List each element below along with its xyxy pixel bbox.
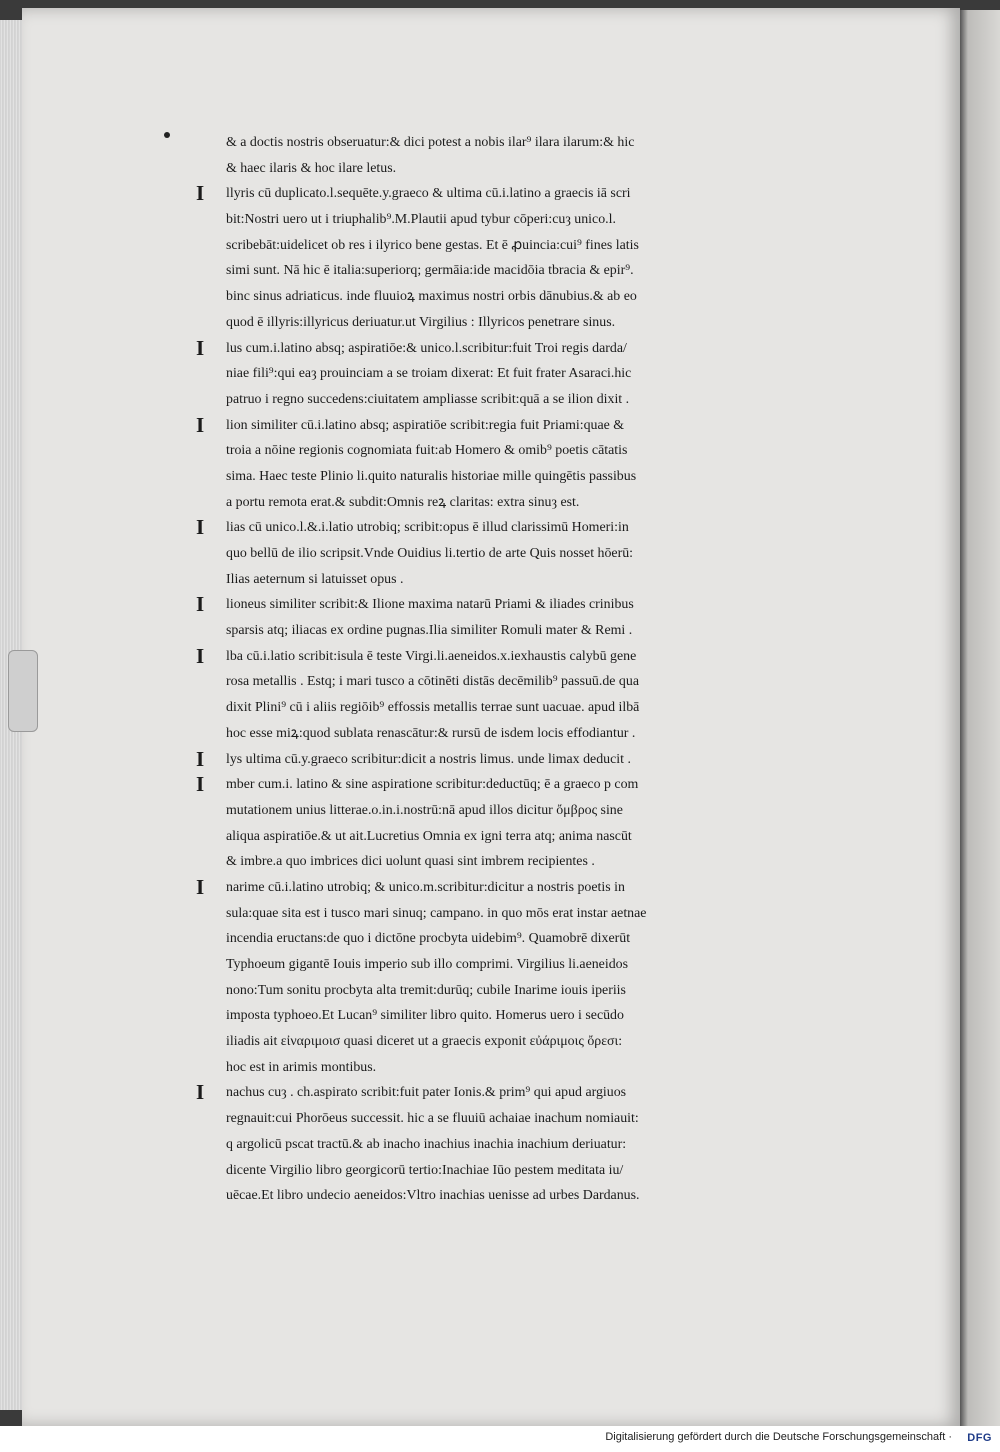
line-text: lion similiter cū.i.latino absq; aspiratiōe scribit:regia fuit Priami:quae & bbox=[226, 417, 625, 433]
line-text: Typhoeum gigantē Iouis imperio sub illo comprimi. Virgilius li.aeneidos bbox=[226, 957, 629, 972]
line-text: niae fili⁹:qui eaȝ prouinciam a se troiam dixerat: Et fuit frater Asaraci.hic bbox=[226, 366, 632, 382]
text-line bbox=[196, 1158, 916, 1184]
dfg-logo: DFG bbox=[967, 1432, 992, 1444]
line-text: quo bellū de ilio scripsit.Vnde Ouidius li.tertio de arte Quis nosset hōerū: bbox=[226, 546, 634, 561]
initial-letter: I bbox=[196, 1080, 205, 1105]
text-line bbox=[196, 592, 916, 618]
text-line bbox=[196, 284, 916, 310]
text-line bbox=[196, 618, 916, 644]
line-text: aliqua aspiratiōe.& ut ait.Lucretius Omnia ex igni terra atq; anima nascūt bbox=[226, 828, 632, 844]
text-line bbox=[196, 387, 916, 413]
footer bbox=[0, 1426, 1000, 1452]
text-line bbox=[196, 413, 916, 439]
text-line bbox=[196, 464, 916, 490]
initial-letter: I bbox=[196, 592, 205, 617]
initial-letter: I bbox=[196, 643, 205, 668]
line-text: a portu remota erat.& subdit:Omnis reꝝ claritas: extra sinuȝ est. bbox=[226, 494, 580, 510]
line-text: hoc est in arimis montibus. bbox=[226, 1059, 377, 1075]
initial-letter: I bbox=[196, 412, 205, 437]
text-line bbox=[196, 721, 916, 747]
text-line bbox=[196, 541, 916, 567]
next-page-edge bbox=[960, 10, 1000, 1426]
text-line bbox=[196, 747, 916, 773]
body-text bbox=[196, 130, 916, 1209]
footer-credit: Digitalisierung gefördert durch die Deutsche Forschungsgemeinschaft · bbox=[605, 1431, 952, 1443]
text-line bbox=[196, 926, 916, 952]
text-line bbox=[196, 952, 916, 978]
initial-letter: I bbox=[196, 772, 205, 797]
line-text: & haec ilaris & hoc ilare letus. bbox=[226, 160, 397, 176]
line-text: binc sinus adriaticus. inde fluuioꝝ maximus nostri orbis dānubius.& ab eo bbox=[226, 289, 637, 305]
line-text: troia a nōine regionis cognomiata fuit:ab Homero & omib⁹ poetis cātatis bbox=[226, 443, 628, 459]
text-line bbox=[196, 515, 916, 541]
line-text: lus cum.i.latino absq; aspiratiōe:& unico.l.scribitur:fuit Troi regis darda/ bbox=[226, 340, 627, 356]
line-text: & a doctis nostris obseruatur:& dici potest a nobis ilar⁹ ilara ilarum:& hic bbox=[226, 135, 635, 150]
line-text: patruo i regno succedens:ciuitatem ampliasse scribit:quā a se ilion dixit . bbox=[226, 391, 630, 407]
text-line bbox=[196, 978, 916, 1004]
text-line bbox=[196, 207, 916, 233]
line-text: uēcae.Et libro undecio aeneidos:Vltro inachias uenisse ad urbes Dardanus. bbox=[226, 1188, 640, 1204]
line-text: simi sunt. Nā hic ē italia:superiorq; germāia:ide macidōia tbracia & epir⁹. bbox=[226, 263, 634, 279]
text-line bbox=[196, 644, 916, 670]
initial-letter: I bbox=[196, 874, 205, 899]
line-text: imposta typhoeo.Et Lucan⁹ similiter libro quito. Homerus uero i secūdo bbox=[226, 1008, 624, 1024]
text-line bbox=[196, 772, 916, 798]
text-line bbox=[196, 567, 916, 593]
text-line bbox=[196, 1003, 916, 1029]
text-line bbox=[196, 798, 916, 824]
text-line bbox=[196, 1055, 916, 1081]
text-line bbox=[196, 1029, 916, 1055]
text-line bbox=[196, 310, 916, 336]
line-text: scribebāt:uidelicet ob res i ilyrico bene gestas. Et ē ꝓuincia:cui⁹ fines latis bbox=[226, 237, 639, 253]
line-text: narime cū.i.latino utrobiq; & unico.m.scribitur:dicitur a nostris poetis in bbox=[226, 879, 625, 895]
text-line bbox=[196, 695, 916, 721]
text-line bbox=[196, 361, 916, 387]
text-line bbox=[196, 824, 916, 850]
line-text: lba cū.i.latio scribit:isula ē teste Virgi.li.aeneidos.x.iexhaustis calybū gene bbox=[226, 648, 637, 664]
line-text: dicente Virgilio libro georgicorū tertio:Inachiae Iūo pestem meditata iu/ bbox=[226, 1162, 624, 1178]
line-text: dixit Plini⁹ cū i aliis regiōib⁹ effossis metallis terrae sunt uacuae. apud ilbā bbox=[226, 700, 640, 716]
line-text: regnauit:cui Phorōeus successit. hic a se fluuiū achaiae inachum nomiauit: bbox=[226, 1111, 639, 1127]
text-line bbox=[196, 1080, 916, 1106]
initial-letter: I bbox=[196, 746, 205, 771]
line-text: nachus cuȝ . ch.aspirato scribit:fuit pater Ionis.& prim⁹ qui apud argiuos bbox=[226, 1085, 627, 1101]
line-text: incendia eructans:de quo i dictōne procbyta uidebim⁹. Quamobrē dixerūt bbox=[226, 931, 631, 947]
line-text: lys ultima cū.y.graeco scribitur:dicit a nostris limus. unde limax deducit . bbox=[226, 751, 631, 767]
text-line bbox=[196, 181, 916, 207]
text-line bbox=[196, 336, 916, 362]
line-text: sima. Haec teste Plinio li.quito naturalis historiae mille quingētis passibus bbox=[226, 468, 637, 484]
text-line bbox=[196, 875, 916, 901]
text-line bbox=[196, 1106, 916, 1132]
line-text: iliadis ait εἰναριμοισ quasi diceret ut a graecis exponit εὐάριμοις ὄρεσι: bbox=[226, 1034, 623, 1050]
text-line bbox=[196, 233, 916, 259]
text-line bbox=[196, 156, 916, 182]
text-line bbox=[196, 438, 916, 464]
text-line bbox=[196, 849, 916, 875]
text-line bbox=[196, 258, 916, 284]
text-line bbox=[196, 490, 916, 516]
line-text: lias cū unico.l.&.i.latio utrobiq; scribit:opus ē illud clarissimū Homeri:in bbox=[226, 520, 629, 536]
book-clip bbox=[8, 650, 38, 732]
ink-speck bbox=[164, 132, 170, 138]
initial-letter: I bbox=[196, 181, 205, 206]
line-text: mutationem unius litterae.o.in.i.nostrū:nā apud illos dicitur ὄμβρος sine bbox=[226, 802, 623, 818]
line-text: q argolicū pscat tractū.& ab inacho inachius inachia inachium deriuatur: bbox=[226, 1136, 627, 1152]
line-text: rosa metallis . Estq; i mari tusco a cōtinēti distās decēmilib⁹ passuū.de qua bbox=[226, 674, 639, 690]
line-text: lioneus similiter scribit:& Ilione maxima natarū Priami & iliades crinibus bbox=[226, 597, 634, 613]
text-line bbox=[196, 901, 916, 927]
line-text: sparsis atq; iliacas ex ordine pugnas.Ilia similiter Romuli mater & Remi . bbox=[226, 623, 633, 639]
line-text: sula:quae sita est i tusco mari sinuq; campano. in quo mōs erat instar aetnae bbox=[226, 905, 647, 921]
line-text: bit:Nostri uero ut i triuphalib⁹.M.Plautii apud tybur cōperi:cuȝ unico.l. bbox=[226, 212, 616, 228]
line-text: hoc esse miꝝ:quod sublata renascātur:& rursū de isdem locis effodiantur . bbox=[226, 725, 636, 741]
line-text: llyris cū duplicato.l.sequēte.y.graeco & ultima cū.i.latino a graecis iā scri bbox=[226, 186, 631, 202]
line-text: quod ē illyris:illyricus deriuatur.ut Virgilius : Illyricos penetrare sinus. bbox=[226, 314, 616, 330]
initial-letter: I bbox=[196, 335, 205, 360]
text-line bbox=[196, 1132, 916, 1158]
line-text: mber cum.i. latino & sine aspiratione scribitur:deductūq; ē a graeco p com bbox=[226, 777, 639, 793]
text-line bbox=[196, 669, 916, 695]
line-text: nono:Tum sonitu procbyta alta tremit:durūq; cubile Inarime iouis iperiis bbox=[226, 982, 626, 998]
line-text: Ilias aeternum si latuisset opus . bbox=[226, 571, 404, 587]
text-line bbox=[196, 130, 916, 156]
line-text: & imbre.a quo imbrices dici uolunt quasi sint imbrem recipientes . bbox=[226, 854, 595, 870]
initial-letter: I bbox=[196, 515, 205, 540]
text-line bbox=[196, 1183, 916, 1209]
